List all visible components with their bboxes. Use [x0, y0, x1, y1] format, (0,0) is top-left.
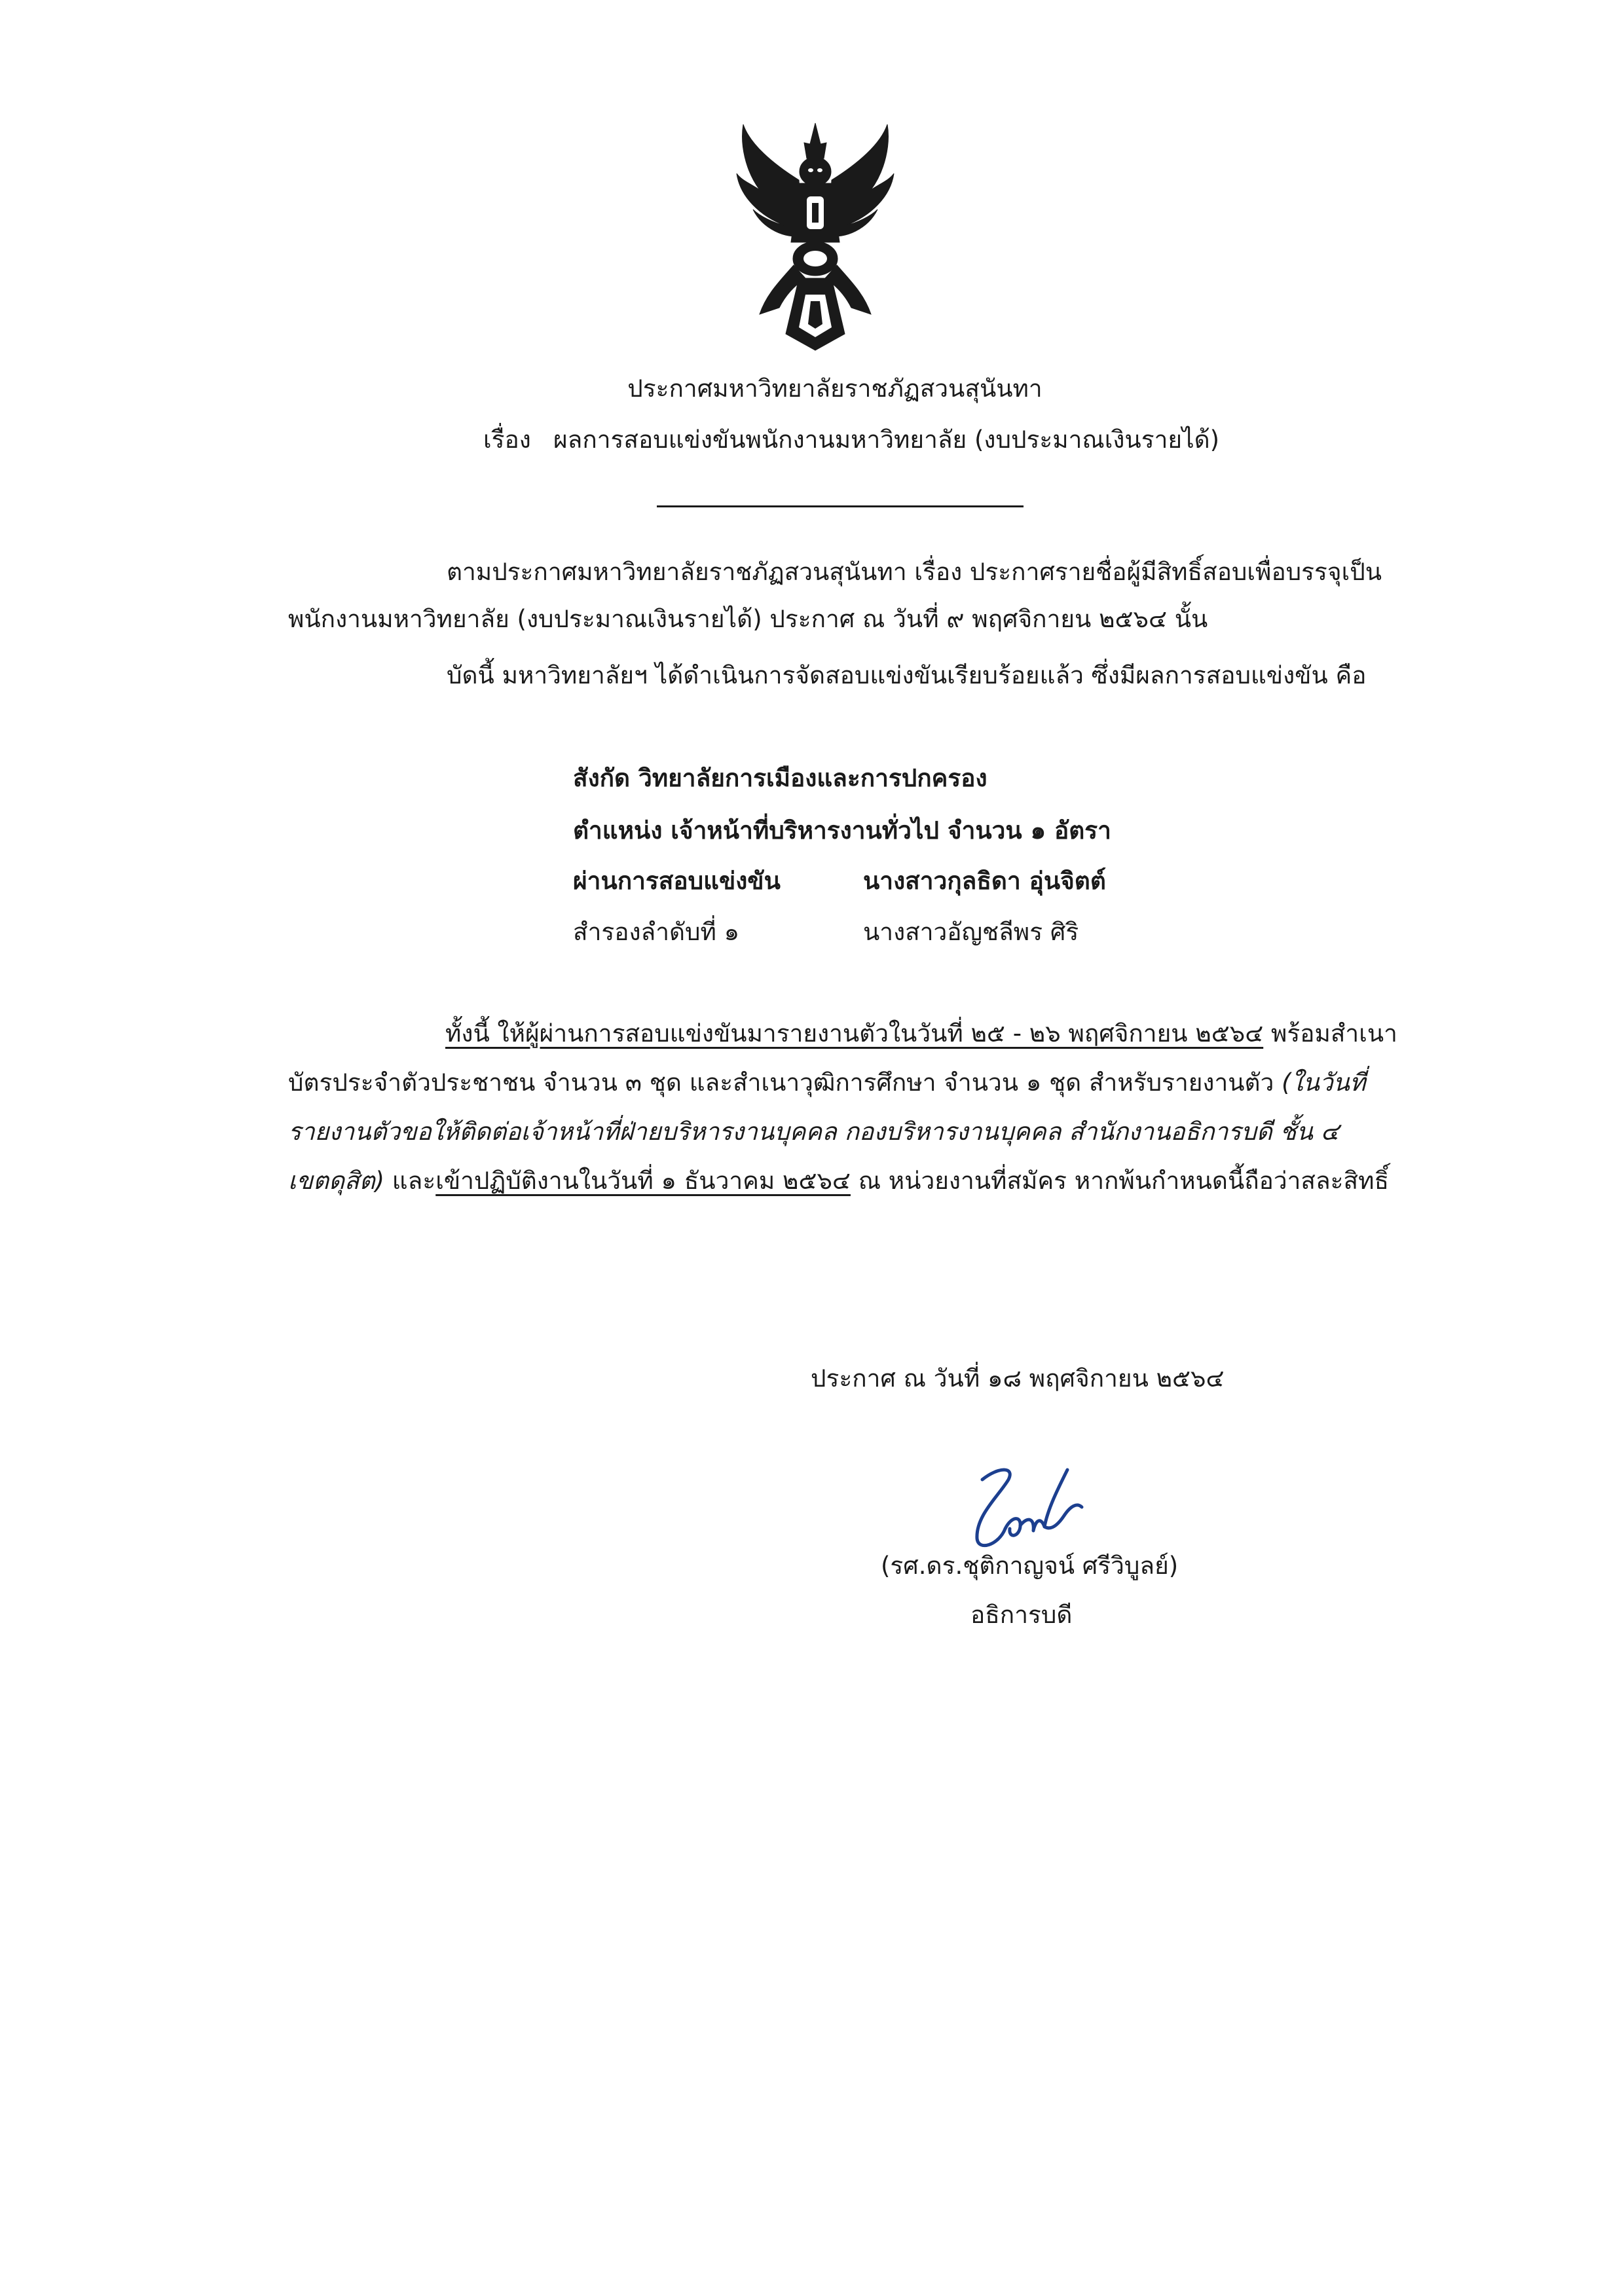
- start-work-date-text: เข้าปฏิบัติงานในวันที่ ๑ ธันวาคม ๒๕๖๔: [435, 1167, 851, 1195]
- notice-line-1-tail: พร้อมสำเนา: [1263, 1019, 1397, 1048]
- notice-line-4-italic: เขตดุสิต): [288, 1167, 385, 1195]
- signature-icon: [936, 1453, 1120, 1558]
- announcement-subject: ผลการสอบแข่งขันพนักงานมหาวิทยาลัย (งบประมาณเงินรายได้): [553, 426, 1220, 454]
- result-position: ตำแหน่ง เจ้าหน้าที่บริหารงานทั่วไป จำนวน ๑ อัตรา: [573, 816, 1111, 845]
- reserve-label: สำรองลำดับที่ ๑: [573, 918, 740, 946]
- notice-line-2-italic: (ในวันที่: [1282, 1068, 1366, 1097]
- garuda-emblem-icon: [733, 118, 897, 354]
- intro-line-2: พนักงานมหาวิทยาลัย (งบประมาณเงินรายได้) ประกาศ ณ วันที่ ๙ พฤศจิกายน ๒๕๖๔ นั้น: [288, 605, 1208, 633]
- report-date-text: ทั้งนี้ ให้ผู้ผ่านการสอบแข่งขันมารายงานตัวในวันที่ ๒๕ - ๒๖ พฤศจิกายน ๒๕๖๔: [445, 1019, 1264, 1048]
- passed-label: ผ่านการสอบแข่งขัน: [573, 867, 781, 895]
- intro-line-1: ตามประกาศมหาวิทยาลัยราชภัฏสวนสุนันทา เรื่อง ประกาศรายชื่อผู้มีสิทธิ์สอบเพื่อบรรจุเป็น: [447, 558, 1382, 586]
- passed-name: นางสาวกุลธิดา อุ่นจิตต์: [863, 867, 1106, 895]
- notice-line-2-text: บัตรประจำตัวประชาชน จำนวน ๓ ชุด และสำเนาวุฒิการศึกษา จำนวน ๑ ชุด สำหรับรายงานตัว: [288, 1068, 1282, 1097]
- notice-line-3: รายงานตัวขอให้ติดต่อเจ้าหน้าที่ฝ่ายบริหารงานบุคคล กองบริหารงานบุคคล สำนักงานอธิการบดี ชั้น ๔: [288, 1118, 1339, 1146]
- notice-line-2: [288, 1067, 1365, 1099]
- result-unit: สังกัด วิทยาลัยการเมืองและการปกครอง: [573, 764, 987, 792]
- notice-line-1: [445, 1018, 1397, 1049]
- notice-line-4: [288, 1165, 1389, 1197]
- signer-name: (รศ.ดร.ชุติกาญจน์ ศรีวิบูลย์): [881, 1552, 1179, 1580]
- reserve-name: นางสาวอัญชลีพร ศิริ: [863, 918, 1079, 946]
- announcement-date: ประกาศ ณ วันที่ ๑๘ พฤศจิกายน ๒๕๖๔: [811, 1364, 1225, 1393]
- notice-line-4-tail: ณ หน่วยงานที่สมัคร หากพ้นกำหนดนี้ถือว่าสละสิทธิ์: [850, 1167, 1390, 1195]
- subject-label: เรื่อง: [483, 426, 531, 454]
- intro-line-3: บัดนี้ มหาวิทยาลัยฯ ได้ดำเนินการจัดสอบแข่งขันเรียบร้อยแล้ว ซึ่งมีผลการสอบแข่งขัน คือ: [447, 661, 1367, 689]
- header-divider: [657, 505, 1024, 507]
- signer-title: อธิการบดี: [970, 1601, 1073, 1629]
- notice-line-4-and: และ: [384, 1167, 436, 1195]
- announcement-title: ประกาศมหาวิทยาลัยราชภัฏสวนสุนันทา: [627, 374, 1043, 403]
